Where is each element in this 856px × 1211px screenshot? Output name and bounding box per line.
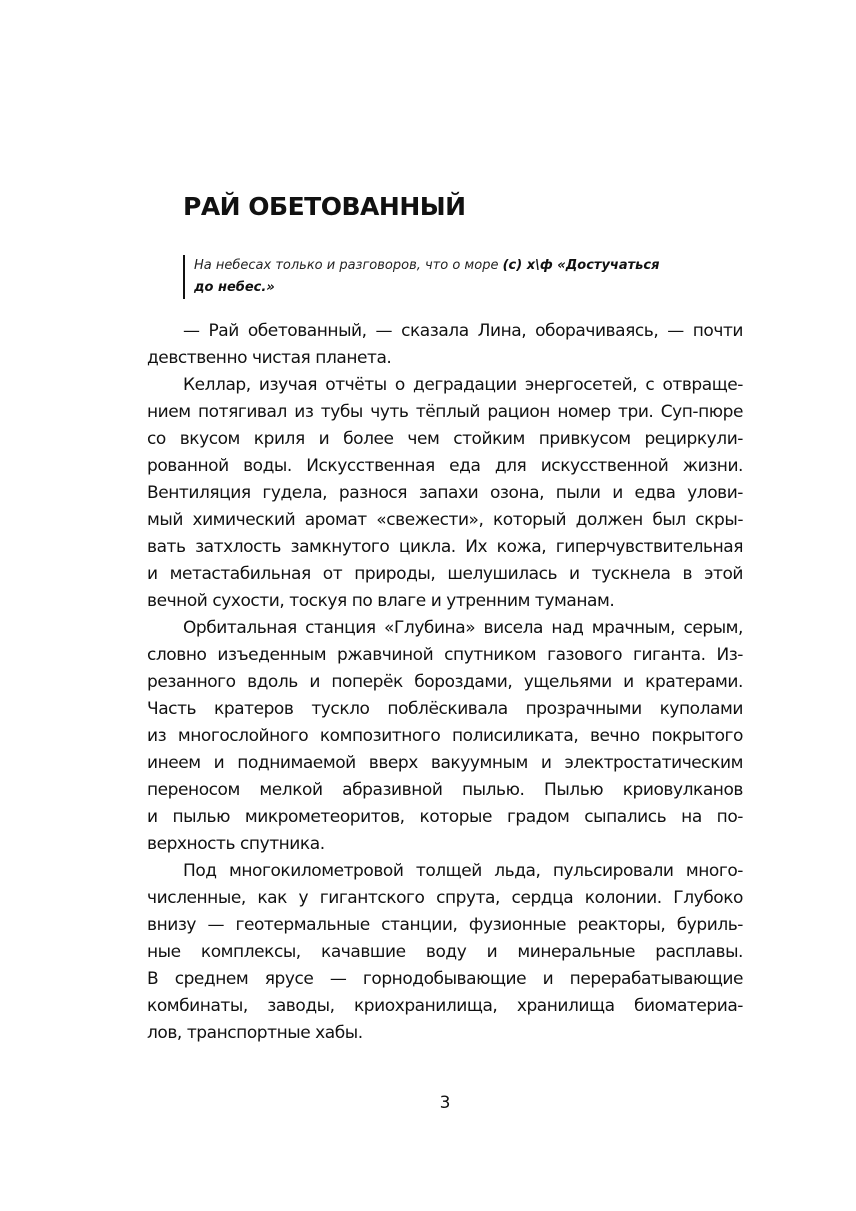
text-line: девственно чистая планета. <box>147 348 392 368</box>
epigraph <box>183 255 734 299</box>
text-line: резанного вдоль и поперёк бороздами, ущельями и кратерами. <box>147 672 743 692</box>
text-line: Часть кратеров тускло поблёскивала прозрачными куполами <box>147 699 743 719</box>
text-line: со вкусом криля и более чем стойким привкусом рециркули- <box>147 429 743 449</box>
text-line: численные, как у гигантского спрута, сердца колонии. Глубоко <box>147 888 743 908</box>
text-line: и метастабильная от природы, шелушилась и тускнела в этой <box>147 564 743 584</box>
epigraph-source: (с) х\ф «Достучаться <box>502 258 660 273</box>
text-line: Под многокилометровой толщей льда, пульсировали много- <box>183 861 743 881</box>
text-line: Келлар, изучая отчёты о деградации энергосетей, с отвраще- <box>183 375 743 395</box>
text-line: ные комплексы, качавшие воду и минеральные расплавы. <box>147 942 743 962</box>
text-line: верхность спутника. <box>147 834 325 854</box>
epigraph-source-continued: до небес.» <box>194 280 275 295</box>
text-line: нием потягивал из тубы чуть тёплый рацион номер три. Суп-пюре <box>147 402 743 422</box>
text-line: — Рай обетованный, — сказала Лина, оборачиваясь, — почти <box>183 321 743 341</box>
text-line: из многослойного композитного полисиликата, вечно покрытого <box>147 726 743 746</box>
text-line: вечной сухости, тоскуя по влаге и утренним туманам. <box>147 591 615 611</box>
text-line: мый химический аромат «свежести», который должен был скры- <box>147 510 743 530</box>
text-line: комбинаты, заводы, криохранилища, хранилища биоматериа- <box>147 996 743 1016</box>
text-line: вать затхлость замкнутого цикла. Их кожа, гиперчувствительная <box>147 537 743 557</box>
text-line: лов, транспортные хабы. <box>147 1023 363 1043</box>
text-line: рованной воды. Искусственная еда для искусственной жизни. <box>147 456 743 476</box>
epigraph-quote: На небесах только и разговоров, что о море <box>194 258 503 273</box>
text-line: и пылью микрометеоритов, которые градом сыпались на по- <box>147 807 743 827</box>
text-line: внизу — геотермальные станции, фузионные реакторы, буриль- <box>147 915 743 935</box>
text-line: инеем и поднимаемой вверх вакуумным и электростатическим <box>147 753 743 773</box>
text-line: В среднем ярусе — горнодобывающие и перерабатывающие <box>147 969 743 989</box>
chapter-title: РАЙ ОБЕТОВАННЫЙ <box>183 192 466 221</box>
chapter-body <box>147 318 743 1047</box>
text-line: переносом мелкой абразивной пылью. Пылью криовулканов <box>147 780 743 800</box>
text-line: словно изъеденным ржавчиной спутником газового гиганта. Из- <box>147 645 743 665</box>
page-number: 3 <box>439 1093 451 1113</box>
text-line: Вентиляция гудела, разнося запахи озона, пыли и едва улови- <box>147 483 743 503</box>
text-line: Орбитальная станция «Глубина» висела над мрачным, серым, <box>183 618 743 638</box>
